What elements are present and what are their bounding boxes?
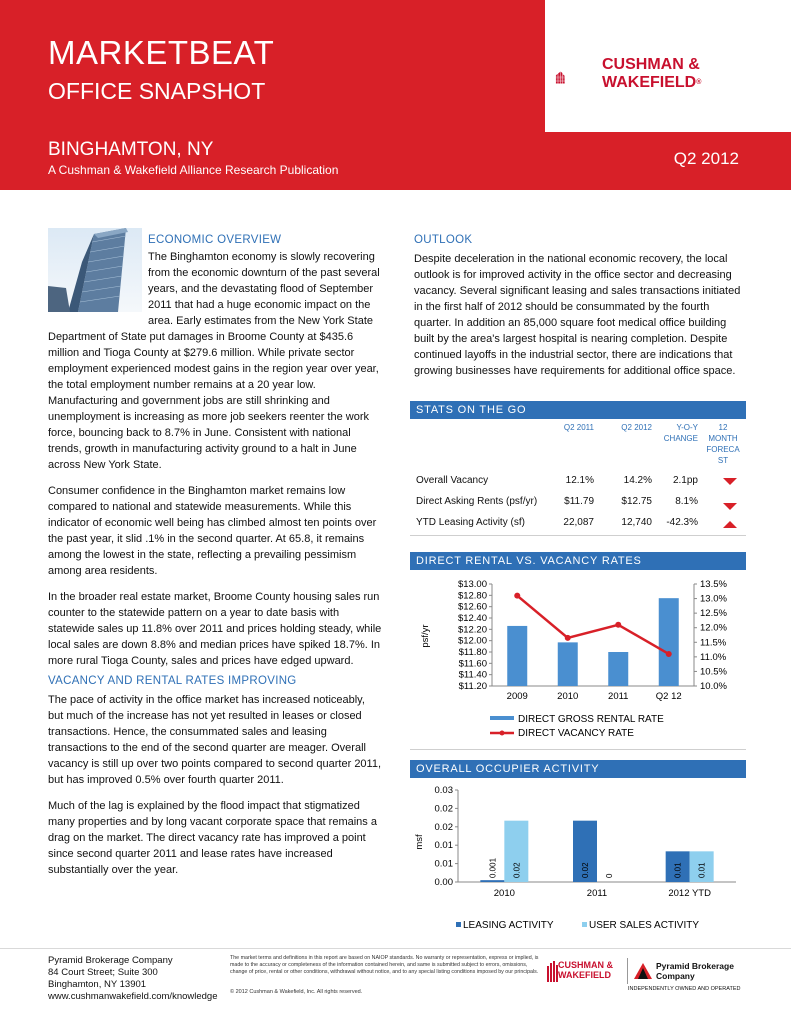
footer-company: Pyramid Brokerage Company <box>48 955 173 966</box>
stats-row-q2: 14.2% <box>623 475 652 486</box>
col-forecast-2: MONTH <box>708 434 738 443</box>
vacancy-point <box>565 635 571 641</box>
footer-cw-line-2: WAKEFIELD <box>558 970 611 980</box>
page-subtitle: OFFICE SNAPSHOT <box>48 78 266 104</box>
y2-tick-label: 10.0% <box>700 681 727 692</box>
forecast-down-arrow-icon <box>723 478 737 485</box>
col-forecast-4: ST <box>717 456 729 465</box>
x-tick-label: 2011 <box>608 691 629 702</box>
stats-row-q1: 22,087 <box>563 517 594 528</box>
left-column <box>48 232 382 888</box>
legend-marker-vacancy <box>500 731 505 736</box>
stats-row-label: Direct Asking Rents (psf/yr) <box>416 496 538 507</box>
y-tick-label: $12.60 <box>457 601 487 613</box>
stats-row-label: Overall Vacancy <box>416 475 489 486</box>
outlook-section <box>414 232 744 379</box>
vacancy-line <box>517 596 669 654</box>
stats-divider <box>410 535 746 536</box>
forecast-up-arrow-icon <box>723 521 737 528</box>
footer-address-2: Binghamton, NY 13901 <box>48 979 147 990</box>
y-tick-label: $11.60 <box>458 658 487 670</box>
outlook-heading: OUTLOOK <box>414 234 473 246</box>
col-yoy: Y-O-Y <box>676 423 698 432</box>
y-tick-label: 0.02 <box>434 821 453 833</box>
economic-overview-heading: ECONOMIC OVERVIEW <box>148 234 282 246</box>
forecast-down-arrow-icon <box>723 503 737 510</box>
rental-bar <box>507 626 527 686</box>
y-tick-label: $11.20 <box>458 681 487 692</box>
registered-mark: ® <box>696 79 702 86</box>
brand-line-2: WAKEFIELD <box>602 74 697 91</box>
stats-row-label: YTD Leasing Activity (sf) <box>416 517 525 528</box>
pyramid-logo-icon <box>633 962 653 980</box>
footer-website-link[interactable]: www.cushmanwakefield.com/knowledge <box>48 991 218 1002</box>
outlook-text: Despite deceleration in the national economic recovery, the local outlook is for improved activity in the office sector and decreasing vacancy. Several significant leasing and sales transactions initiated in the first half of 2012 should be consummated by the fourth quarter. In addition an 85,000 square foot medical office building built by the area's largest hospital is nearing completion. Despite continued layoffs in the industrial sector, there are indications that growing businesses have requirements for additional office space. <box>414 253 741 377</box>
economic-paragraph-3: In the broader real estate market, Broome County housing sales run counter to the statewide pattern on a year to date basis with statewide sales up 11.8% over 2011 and prices holding steady, while local sales are down 8.8% and median prices have spiked 18.7%. In more rural Tioga County, sales and prices have edged upward. <box>48 591 382 667</box>
legend-label-vacancy: DIRECT VACANCY RATE <box>518 728 634 739</box>
vacancy-heading: VACANCY AND RENTAL RATES IMPROVING <box>48 675 297 687</box>
x-tick-label: 2010 <box>493 888 515 899</box>
activity-bar <box>480 880 504 882</box>
legend-label-leasing: LEASING ACTIVITY <box>463 920 554 931</box>
y-tick-label: $12.40 <box>457 613 487 624</box>
stats-row-q1: 12.1% <box>565 475 594 486</box>
stats-row <box>410 496 746 512</box>
col-q2-2011: Q2 2011 <box>563 423 594 432</box>
y-tick-label: 0.02 <box>434 803 453 815</box>
y-tick-label: $11.40 <box>458 669 487 681</box>
y2-tick-label: 11.0% <box>700 651 727 663</box>
bar-data-label: 0 <box>605 873 614 878</box>
x-tick-label: 2012 YTD <box>668 888 711 899</box>
y2-tick-label: 12.0% <box>700 622 727 634</box>
stats-row-q1: $11.79 <box>564 496 594 507</box>
y-tick-label: 0.03 <box>434 785 453 796</box>
pyramid-wordmark <box>656 961 734 981</box>
y-tick-label: $13.00 <box>457 579 487 590</box>
y-tick-label: 0.00 <box>434 877 453 888</box>
y2-tick-label: 13.0% <box>700 593 727 605</box>
y-tick-label: $12.00 <box>457 635 487 647</box>
legend-label-sales: USER SALES ACTIVITY <box>589 920 700 931</box>
office-building-image <box>48 228 142 312</box>
stats-row-q2: 12,740 <box>621 517 652 528</box>
stats-row <box>410 517 746 533</box>
legend-swatch-sales <box>582 922 587 927</box>
vacancy-point <box>514 593 520 599</box>
report-quarter: Q2 2012 <box>673 149 739 168</box>
footer-divider <box>0 948 791 949</box>
economic-paragraph-2: Consumer confidence in the Binghamton market remains low compared to national and statewide measurements. While this indicator of economic well being has climbed almost ten points over the past year, it slid .1% in the second quarter. At 65.8, it remains among the lowest in the state, reflecting a prevailing pessimism among area residents. <box>48 485 377 577</box>
footer-legal-text: The market terms and definitions in this report are based on NAIOP standards. No warranty or representation, express or implied, is made to the accuracy or completeness of the information contained herein, and same is submitted subject to errors, omissions, change of price, rental or other conditions, withdrawal without notice, and to any special listing conditions imposed by our principals. <box>230 955 539 975</box>
footer-cw-wordmark <box>558 960 613 980</box>
occupier-activity-chart <box>410 780 746 940</box>
bar-data-label: 0.02 <box>581 862 590 878</box>
vacancy-point <box>615 622 621 628</box>
vacancy-paragraph-1: The pace of activity in the office market has increased noticeably, but much of the increase has not yet resulted in leases or closed transactions. Hence, the consummated sales and leasing transactions to the end of the second quarter are meager. Overall vacancy is still up over two points compared to second quarter 2011, but has improved 0.5% over fourth quarter 2011. <box>48 694 382 786</box>
x-tick-label: 2010 <box>557 691 579 702</box>
y2-tick-label: 10.5% <box>700 666 727 678</box>
rental-divider <box>410 749 746 750</box>
footer-copyright: © 2012 Cushman & Wakefield, Inc. All rights reserved. <box>230 989 363 995</box>
y2-tick-label: 11.5% <box>700 637 727 649</box>
bar-data-label: 0.01 <box>673 862 683 878</box>
col-yoy-2: CHANGE <box>663 434 698 443</box>
col-forecast-1: 12 <box>718 423 728 432</box>
x-tick-label: 2009 <box>506 691 528 702</box>
bar-data-label: 0.01 <box>697 862 707 878</box>
footer-address-1: 84 Court Street; Suite 300 <box>48 967 158 978</box>
stats-heading: STATS ON THE GO <box>410 401 746 419</box>
col-q2-2012: Q2 2012 <box>621 423 652 432</box>
y-tick-label: $11.80 <box>458 647 487 658</box>
y-tick-label: $12.20 <box>457 624 487 636</box>
page-title: MARKETBEAT <box>48 34 275 71</box>
stats-row <box>410 475 746 491</box>
brand-line-1: CUSHMAN & <box>602 56 700 73</box>
economic-paragraph-1: The Binghamton economy is slowly recovering from the economic downturn of the past several years, and the devastating flood of September 2011 that had a huge economic impact on the area. Early estimates from the New York State Department of State put damages in Broome County at $435.6 million and Tioga County at $279.6 million. While private sector employment experienced modest gains in the region year over year, the total employment number remains at a 20 year low. Manufacturing and government jobs are still shrinking and unemployment is increasing as more job seekers reenter the work force, bouncing back to 8.7% in June. Consistent with national trends, growth in manufacturing activity ground to a halt in June across New York State. <box>48 251 380 471</box>
occupier-chart-heading: OVERALL OCCUPIER ACTIVITY <box>410 760 746 778</box>
rental-chart-heading: DIRECT RENTAL VS. VACANCY RATES <box>410 552 746 570</box>
stats-row-yoy: 8.1% <box>675 496 698 507</box>
pyramid-line-2: Company <box>656 971 695 981</box>
footer-address <box>48 955 218 1003</box>
y-tick-label: 0.01 <box>434 840 453 852</box>
vacancy-point <box>666 651 672 657</box>
bar-data-label: 0.02 <box>512 862 522 878</box>
rental-vacancy-chart <box>410 572 746 742</box>
x-tick-label: 2011 <box>586 888 608 899</box>
stats-row-yoy: 2.1pp <box>672 475 698 486</box>
vacancy-paragraph-2: Much of the lag is explained by the flood impact that stigmatized many properties and by long vacant corporate space that remains a drag on the market. The direct vacancy rate has improved a point since second quarter 2011 and lease rates have increased substantially over the year. <box>48 800 377 876</box>
market-city: BINGHAMTON, NY <box>48 139 214 160</box>
pyramid-tagline: INDEPENDENTLY OWNED AND OPERATED <box>628 986 741 992</box>
footer-logo-divider <box>627 958 628 984</box>
rental-bar <box>659 598 679 686</box>
col-forecast-3: FORECA <box>706 445 740 454</box>
y-tick-label: $12.80 <box>457 590 487 602</box>
y2-tick-label: 13.5% <box>700 579 727 590</box>
pyramid-line-1: Pyramid Brokerage <box>656 961 734 971</box>
y-axis-title: psf/yr <box>420 624 431 648</box>
stats-row-yoy: -42.3% <box>666 517 698 528</box>
x-tick-label: Q2 12 <box>655 691 682 702</box>
cushman-wakefield-logo-icon <box>555 48 601 108</box>
footer-cw-line-1: CUSHMAN & <box>558 960 613 970</box>
legend-label-rental: DIRECT GROSS RENTAL RATE <box>518 714 664 725</box>
brand-wordmark <box>602 56 701 92</box>
rental-bar <box>558 642 578 686</box>
footer-cw-logo-icon <box>546 960 558 982</box>
stats-row-q2: $12.75 <box>621 496 652 507</box>
publication-tagline: A Cushman & Wakefield Alliance Research Publication <box>48 163 339 177</box>
y-tick-label: 0.01 <box>434 858 453 870</box>
bar-data-label: 0.001 <box>488 857 498 878</box>
legend-swatch-leasing <box>456 922 461 927</box>
rental-bar <box>608 652 628 686</box>
y-axis-title: msf <box>414 834 425 850</box>
legend-swatch-rental <box>490 716 514 720</box>
y2-tick-label: 12.5% <box>700 608 727 620</box>
